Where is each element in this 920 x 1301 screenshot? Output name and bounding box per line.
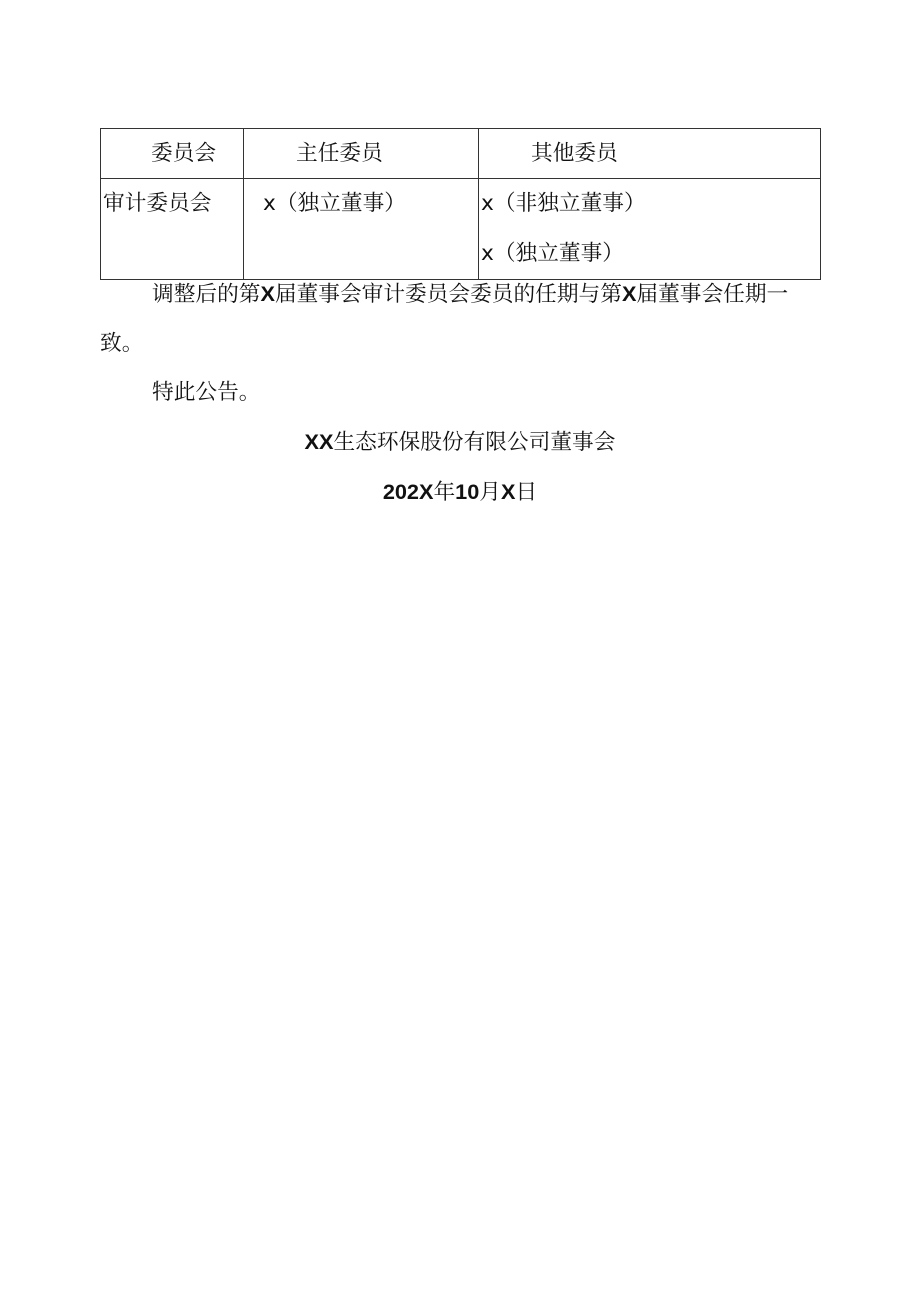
date-month-unit: 月 — [479, 480, 501, 505]
notice-body — [100, 269, 820, 517]
date-month: 10 — [455, 479, 480, 504]
cell-chair: x（独立董事） — [244, 179, 479, 280]
paragraph-text: 届董事会审计委员会委员的任期与第 — [274, 282, 622, 307]
cell-committee-name: 审计委员会 — [101, 179, 244, 280]
session-number: X — [260, 281, 275, 306]
paragraph-text: 调整后的第 — [152, 282, 261, 307]
table-row — [101, 179, 821, 280]
member-line: x（非独立董事） — [481, 191, 646, 216]
date-day-unit: 日 — [515, 480, 538, 505]
committee-table — [100, 128, 821, 280]
cell-other-members — [479, 179, 821, 280]
member-line: x（独立董事） — [481, 241, 624, 266]
organization-prefix: XX — [304, 429, 334, 454]
date-year: 202X — [382, 479, 434, 504]
paragraph-text: 届董事会任期一致。 — [100, 282, 789, 356]
closing-line: 特此公告。 — [152, 380, 261, 405]
date-year-unit: 年 — [433, 480, 456, 505]
term-paragraph — [100, 269, 820, 368]
signature-organization — [100, 417, 820, 467]
header-committee: 委员会 — [101, 129, 244, 179]
table-header-row — [101, 129, 821, 179]
header-other-members: 其他委员 — [479, 129, 821, 179]
session-number: X — [621, 281, 637, 306]
header-chair: 主任委员 — [244, 129, 479, 179]
signature-date — [100, 467, 820, 517]
date-day: X — [501, 479, 516, 504]
organization-name: 生态环保股份有限公司董事会 — [333, 430, 616, 455]
